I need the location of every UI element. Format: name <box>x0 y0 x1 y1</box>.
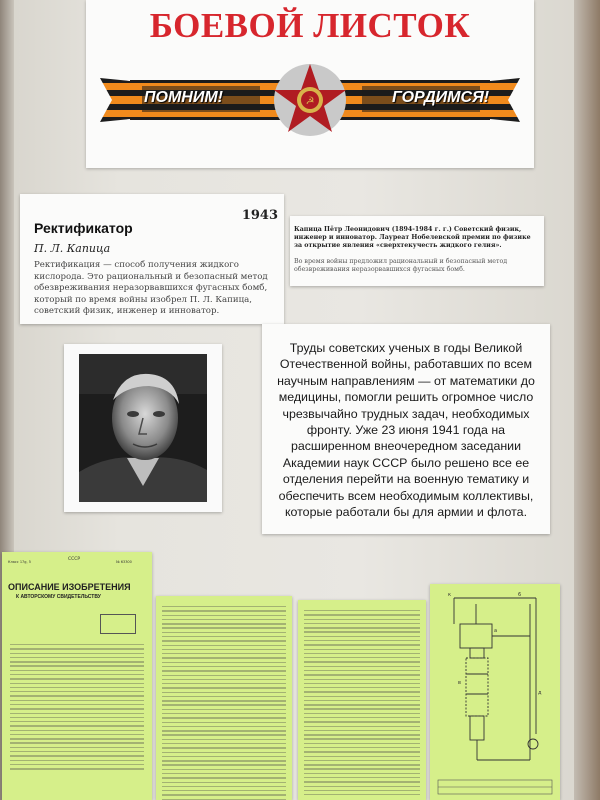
biography-text: Капица Пётр Леонидович (1894-1984 г. г.) Советский физик, инженер и инноватор. Лауреат Нобелевской премии по физике за открытие явления «сверхтекучесть жидкого гелия». <box>294 226 531 250</box>
order-star-icon <box>274 64 346 136</box>
patent-title: ОПИСАНИЕ ИЗОБРЕТЕНИЯ <box>8 582 131 592</box>
board-frame-right <box>574 0 600 800</box>
ribbon-right-text: ГОРДИМСЯ! <box>392 89 490 106</box>
portrait-card <box>64 344 222 512</box>
patent-sheet-page-3 <box>298 600 426 800</box>
rectifier-diagram <box>430 584 560 800</box>
patent-sheet-drawing <box>430 584 560 800</box>
patent-number: № 63300 <box>116 560 132 564</box>
invention-card <box>20 194 284 324</box>
svg-text:д: д <box>538 690 542 696</box>
poster-title: БОЕВОЙ ЛИСТОК <box>149 6 471 45</box>
invention-description: Ректификация — способ получения жидкого кислорода. Это рациональный и безопасный метод обезвреживания неразорвавшихся фугасных бомб, который по время войны изобрел П. Л. Капица, советский физик, инженер и инноватор. <box>34 260 268 316</box>
svg-text:☭: ☭ <box>305 96 315 107</box>
patent-text-lines <box>10 644 144 772</box>
portrait-photo <box>79 354 207 502</box>
svg-text:в: в <box>458 680 461 686</box>
library-stamp <box>100 614 136 634</box>
patent-sheet-page-2 <box>156 596 292 800</box>
svg-text:6: 6 <box>518 592 522 598</box>
invention-year: 1943 <box>241 208 278 223</box>
history-text: Труды советских ученых в годы Великой Отечественной войны, работавших по всем научным направлениям — от математики до медицины, помогли решить огромное число чрезвычайно трудных задач, необходимых фронту. Уже 23 июня 1941 года на расширенном внеочередном заседании Академии наук СССР было решено все ее отделения перейти на военную тематику и обеспечить всем необходимым коллективы, которые работали бы для армии и флота. <box>277 341 535 520</box>
biography-card <box>290 216 544 286</box>
ribbon-left-text: ПОМНИМ! <box>144 89 223 106</box>
history-text-card <box>262 324 550 534</box>
patent-text-lines <box>304 610 420 798</box>
patent-country: СССР <box>68 557 81 562</box>
invention-author: П. Л. Капица <box>34 242 111 255</box>
patent-text-lines <box>162 606 286 800</box>
header-poster <box>86 0 534 168</box>
patent-sheet-cover <box>2 552 152 800</box>
patent-class: Класс 17g, 5 <box>8 560 31 564</box>
patent-subtitle: К АВТОРСКОМУ СВИДЕТЕЛЬСТВУ <box>16 594 101 600</box>
svg-text:к: к <box>448 592 452 598</box>
svg-text:а: а <box>494 628 498 634</box>
biography-note: Во время войны предложил рациональный и безопасный метод обезвреживания неразорвавшихся фугасных бомб. <box>294 258 508 274</box>
invention-title: Ректификатор <box>34 220 133 236</box>
